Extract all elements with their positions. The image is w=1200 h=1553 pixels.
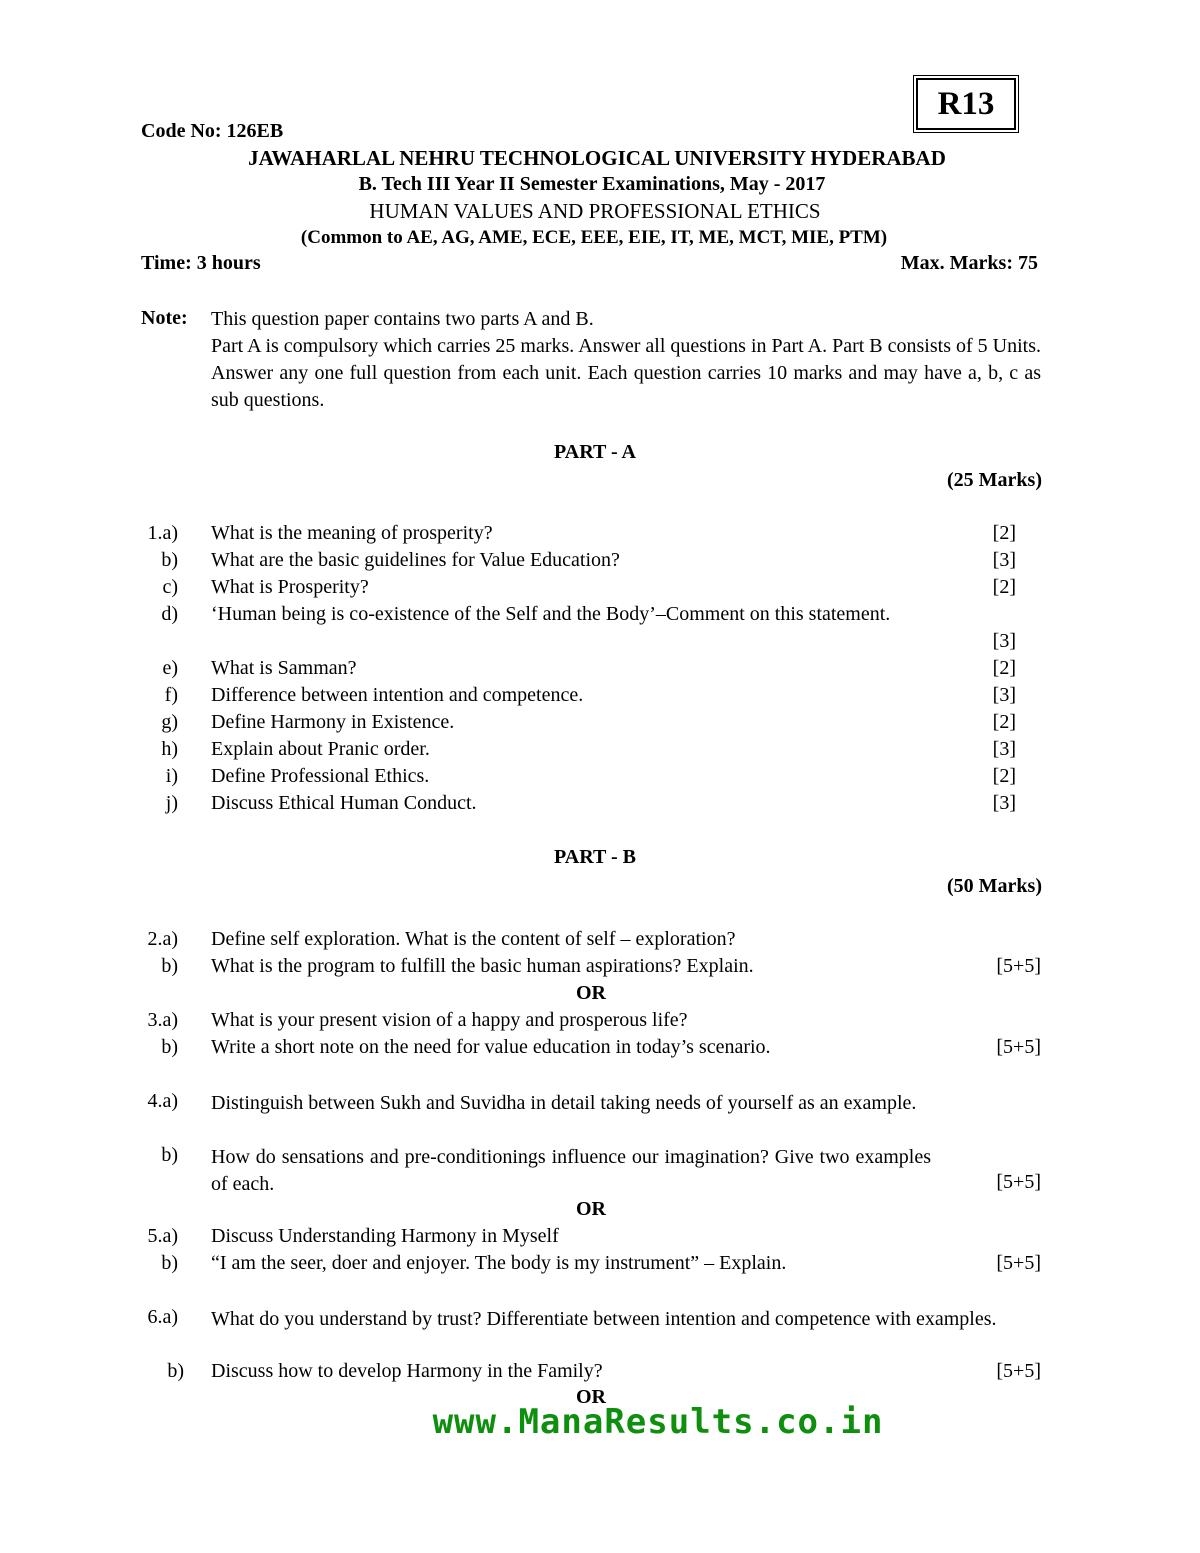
question-text: What is Samman? <box>211 657 357 679</box>
subject-title: HUMAN VALUES AND PROFESSIONAL ETHICS <box>369 199 821 223</box>
code-number: Code No: 126EB <box>141 120 284 142</box>
question-5b <box>0 1252 1200 1279</box>
question-1e <box>0 657 1200 684</box>
common-to: (Common to AE, AG, AME, ECE, EEE, EIE, IT, ME, MCT, MIE, PTM) <box>300 227 888 248</box>
question-marks: [2] <box>992 711 1016 733</box>
question-number: 4.a) <box>147 1090 178 1112</box>
question-text: Define self exploration. What is the content of self – exploration? <box>211 928 736 950</box>
question-text: Explain about Pranic order. <box>211 738 430 760</box>
question-text: What is Prosperity? <box>211 576 369 598</box>
question-text: What is your present vision of a happy and prosperous life? <box>211 1009 688 1031</box>
question-1f <box>0 684 1200 711</box>
question-number: 3.a) <box>147 1009 178 1031</box>
part-b-marks: (50 Marks) <box>947 875 1042 897</box>
question-number: b) <box>161 549 178 571</box>
question-number: b) <box>161 1036 178 1058</box>
question-number: 2.a) <box>147 928 178 950</box>
question-number: c) <box>162 576 178 598</box>
question-number: i) <box>165 765 178 787</box>
question-6a <box>0 1306 1200 1333</box>
question-text: Define Professional Ethics. <box>211 765 430 787</box>
question-3a <box>0 1009 1200 1036</box>
question-3b <box>0 1036 1200 1063</box>
or-separator: OR <box>576 1386 606 1408</box>
question-text: Difference between intention and competence. <box>211 684 584 706</box>
question-1b <box>0 549 1200 576</box>
question-5a <box>0 1225 1200 1252</box>
note-body: Part A is compulsory which carries 25 marks. Answer all questions in Part A. Part B consists of 5 Units. Answer any one full question from each unit. Each question carries 10 marks and may have a, b, c as sub questions. <box>211 335 1041 411</box>
question-marks: [5+5] <box>996 955 1041 977</box>
question-number: f) <box>164 684 178 706</box>
question-6b <box>0 1360 1200 1387</box>
question-marks: [5+5] <box>996 1252 1041 1274</box>
exam-title: B. Tech III Year II Semester Examinations, May - 2017 <box>358 173 826 195</box>
question-2a <box>0 928 1200 955</box>
question-marks: [3] <box>992 630 1016 652</box>
max-marks: Max. Marks: 75 <box>900 252 1038 274</box>
question-marks: [5+5] <box>996 1360 1041 1382</box>
note-line1: This question paper contains two parts A and B. <box>211 308 594 330</box>
question-marks: [2] <box>992 576 1016 598</box>
question-1h <box>0 738 1200 765</box>
question-number: g) <box>161 711 178 733</box>
question-marks: [3] <box>992 684 1016 706</box>
question-1d <box>0 603 1200 652</box>
question-text: What is the program to fulfill the basic human aspirations? Explain. <box>211 955 754 977</box>
question-number: b) <box>161 1252 178 1274</box>
question-number: j) <box>165 792 178 814</box>
question-text: What are the basic guidelines for Value Education? <box>211 549 620 571</box>
question-marks: [3] <box>992 549 1016 571</box>
question-1i <box>0 765 1200 792</box>
question-text: Write a short note on the need for value education in today’s scenario. <box>211 1036 771 1058</box>
note-label: Note: <box>141 307 188 329</box>
question-marks: [2] <box>992 657 1016 679</box>
question-number: 5.a) <box>147 1225 178 1247</box>
question-marks: [2] <box>992 522 1016 544</box>
question-text: Discuss Understanding Harmony in Myself <box>211 1225 559 1247</box>
university-name: JAWAHARLAL NEHRU TECHNOLOGICAL UNIVERSITY HYDERABAD <box>248 146 946 170</box>
question-number: b) <box>161 955 178 977</box>
part-b-title: PART - B <box>554 846 636 868</box>
question-1g <box>0 711 1200 738</box>
question-marks: [2] <box>992 765 1016 787</box>
part-a-title: PART - A <box>554 441 636 463</box>
question-1c <box>0 576 1200 603</box>
question-number: 6.a) <box>147 1306 178 1328</box>
question-marks: [3] <box>992 792 1016 814</box>
question-text: What do you understand by trust? Differentiate between intention and competence with examples. <box>211 1308 997 1330</box>
question-number: b) <box>161 1144 178 1166</box>
question-number: 1.a) <box>147 522 178 544</box>
watermark-link[interactable]: www.ManaResults.co.in <box>432 1402 884 1442</box>
question-number: d) <box>161 603 178 625</box>
question-number: e) <box>162 657 178 679</box>
question-1a <box>0 522 1200 549</box>
part-a-marks: (25 Marks) <box>947 469 1042 491</box>
question-marks: [5+5] <box>996 1036 1041 1058</box>
question-text: Discuss how to develop Harmony in the Family? <box>211 1360 603 1382</box>
question-text: ‘Human being is co-existence of the Self and the Body’–Comment on this statement. <box>211 603 891 625</box>
or-separator: OR <box>576 982 606 1004</box>
question-text: Discuss Ethical Human Conduct. <box>211 792 477 814</box>
question-text: Distinguish between Sukh and Suvidha in detail taking needs of yourself as an example. <box>211 1092 917 1114</box>
question-marks: [3] <box>992 738 1016 760</box>
question-text: What is the meaning of prosperity? <box>211 522 493 544</box>
question-4a <box>0 1090 1200 1117</box>
question-1j <box>0 792 1200 819</box>
question-4b <box>0 1144 1200 1195</box>
question-text: Define Harmony in Existence. <box>211 711 455 733</box>
exam-time: Time: 3 hours <box>141 252 261 274</box>
regulation-box: R13 <box>916 78 1016 130</box>
or-separator: OR <box>576 1198 606 1220</box>
question-2b <box>0 955 1200 982</box>
question-number: h) <box>161 738 178 760</box>
question-text: “I am the seer, doer and enjoyer. The body is my instrument” – Explain. <box>211 1252 787 1274</box>
question-marks: [5+5] <box>996 1171 1041 1193</box>
question-text: How do sensations and pre-conditionings influence our imagination? Give two examples of each. <box>211 1146 931 1195</box>
question-number: b) <box>167 1360 184 1382</box>
